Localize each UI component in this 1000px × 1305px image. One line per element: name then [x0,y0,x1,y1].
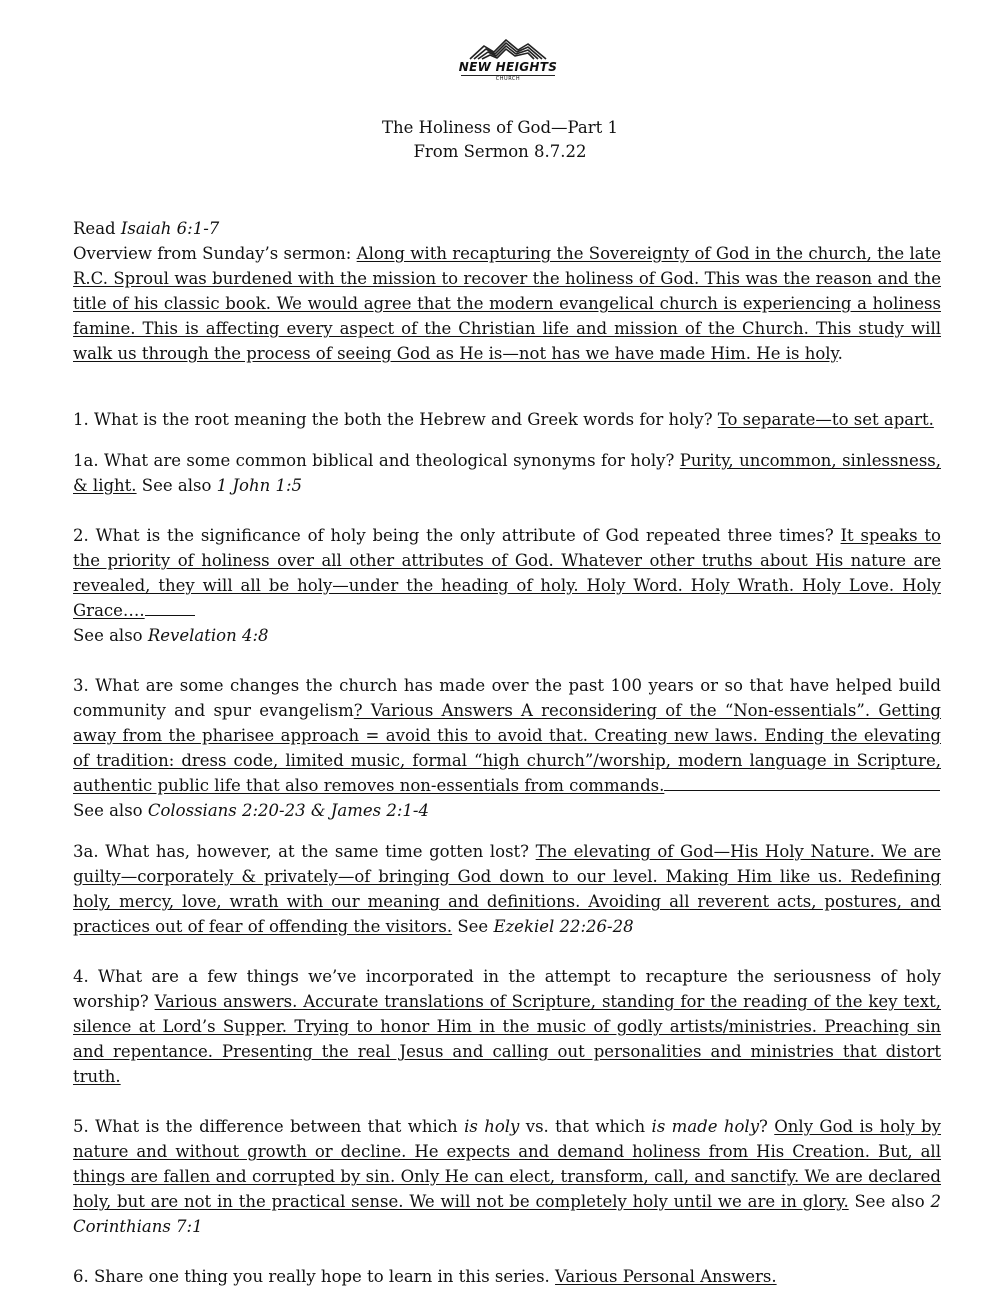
document-header [0,116,1000,164]
question-5 [73,1114,941,1239]
overview-paragraph [73,241,941,366]
question-text: vs. that which [519,1117,652,1136]
answer-text: Purity, uncommon, sinlessness, & light. [73,451,941,495]
answer-text: Only God is holy by nature and without growth or decline. He expects and demand holiness from His Creation. But, all things are fallen and corrupted by sin. Only He can elect, transform, call, and sanctify. We are declared holy, but are not in the practical sense. We will not be completely holy until we are in glory. [73,1117,941,1211]
question-emphasis: is made holy [651,1117,760,1136]
document-subtitle: From Sermon 8.7.22 [413,142,587,161]
scripture-reference: 1 John 1:5 [216,476,303,495]
scripture-reference: Revelation 4:8 [147,626,269,645]
answer-text: It speaks to the priority of holiness over all other attributes of God. Whatever other truths about His nature are revealed, they will all be holy—under the heading of holy. Holy Word. Holy Wrath. Holy Love. Holy Grace…. [73,526,941,620]
overview-end: . [837,344,843,363]
answer-blank [664,774,940,792]
answer-blank [145,599,195,617]
mountain-logo-icon [468,38,548,60]
question-2 [73,523,941,648]
question-text: 3a. What has, however, at the same time gotten lost? [73,842,536,861]
question-text: 3. What are some changes the church has made over the past 100 years or so that have helped build community and spur evangelism [73,676,941,720]
read-reference: Isaiah 6:1-7 [120,219,220,238]
question-1 [73,407,941,432]
logo-sub: CHURCH [495,76,521,82]
question-text: 1a. What are some common biblical and theological synonyms for holy? [73,451,680,470]
logo-name: NEW HEIGHTS [458,60,558,74]
see-also-prefix: See [452,917,494,936]
answer-text: To separate—to set apart. [717,410,934,429]
overview-text: Along with recapturing the Sovereignty of God in the church, the late R.C. Sproul was burdened with the mission to recover the holiness of God. This was the reason and the title of his classic book. We would agree that the modern evangelical church is experiencing a holiness famine. This is affecting every aspect of the Christian life and mission of the Church. This study will walk us through the process of seeing God as He is—not has we have made Him. He is holy [73,244,942,363]
question-text: ? [759,1117,775,1136]
question-text: 6. Share one thing you really hope to learn in this series. [73,1267,556,1286]
see-also-prefix: See also [848,1192,931,1211]
read-line [73,216,941,241]
see-also-prefix: See also [73,801,148,820]
answer-text: Various Personal Answers. [555,1267,777,1286]
answer-text: The elevating of God—His Holy Nature. We are guilty—corporately & privately—of bringing God down to our level. Making Him like us. Redefining holy, mercy, love, wrath with our meaning and definitions. Avoiding all reverent acts, postures, and practices out of fear of offending the visitors. [73,842,941,936]
scripture-reference: Ezekiel 22:26-28 [493,917,634,936]
question-1a [73,448,941,498]
question-text: 2. What is the significance of holy being the only attribute of God repeated three times? [73,526,841,545]
scripture-reference: Colossians 2:20-23 & James 2:1-4 [147,801,430,820]
question-text: 5. What is the difference between that which [73,1117,465,1136]
church-logo [458,38,558,94]
question-text: 4. What are a few things we’ve incorporated in the attempt to recapture the seriousness of holy worship? [73,967,941,1011]
answer-text: ? Various Answers A reconsidering of the “Non-essentials”. Getting away from the pharisee approach = avoid this to avoid that. Creating new laws. Ending the elevating of tradition: dress code, limited music, formal “high church”/worship, modern language in Scripture, authentic public life that also removes non-essentials from commands. [73,701,941,795]
question-6 [73,1264,941,1289]
question-emphasis: is holy [464,1117,520,1136]
question-text: 1. What is the root meaning the both the Hebrew and Greek words for holy? [73,410,718,429]
read-prefix: Read [73,219,121,238]
question-4 [73,964,941,1089]
question-3 [73,673,941,823]
document-title: The Holiness of God—Part 1 [381,118,618,137]
see-also-prefix: See also [73,626,148,645]
scripture-reference: 2 Corinthians 7:1 [73,1192,941,1236]
study-content [73,216,941,1289]
see-also-prefix: See also [136,476,217,495]
question-3a [73,839,941,939]
overview-prefix: Overview from Sunday’s sermon: [73,244,357,263]
answer-text: Various answers. Accurate translations of Scripture, standing for the reading of the key text, silence at Lord’s Supper. Trying to honor Him in the music of godly artists/ministries. Preaching sin and repentance. Presenting the real Jesus and calling out personalities and ministries that distort truth. [73,992,941,1086]
